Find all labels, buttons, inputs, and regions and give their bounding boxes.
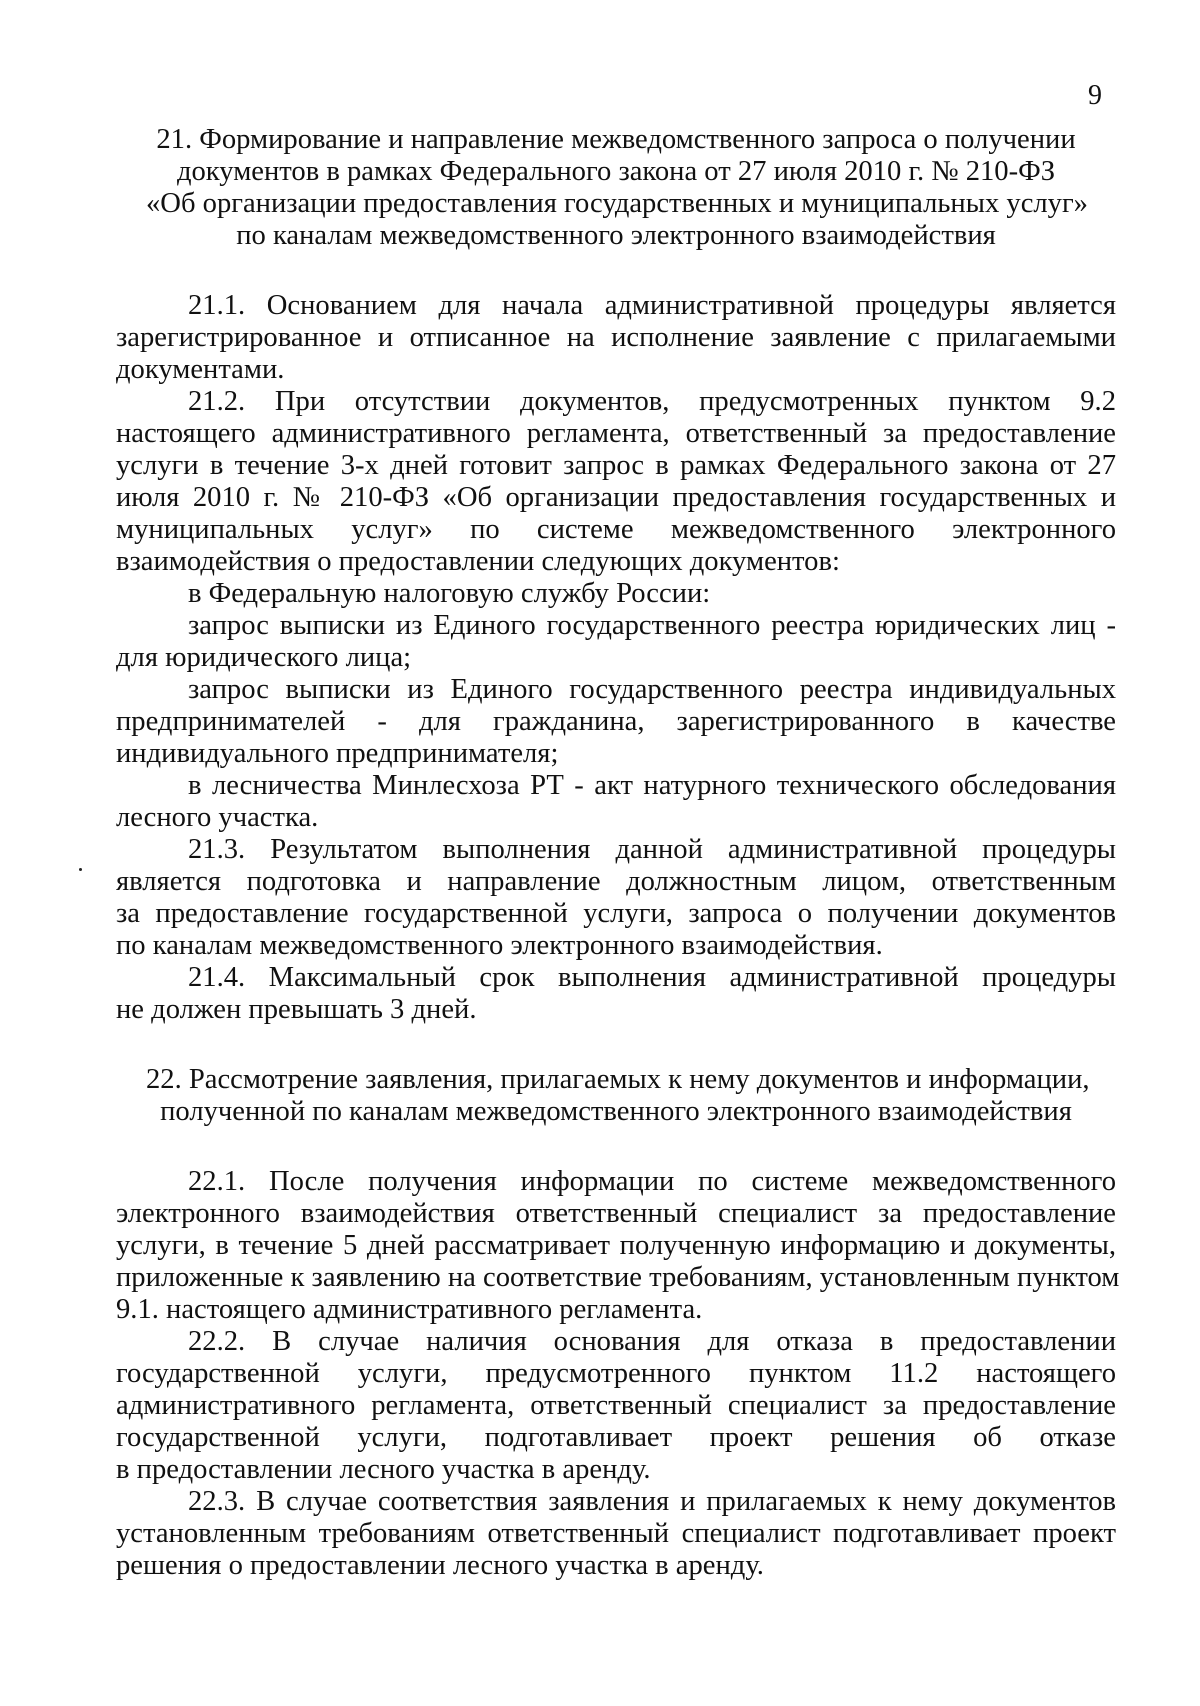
text-line: запрос выписки из Единого государственного реестра индивидуальных [188,674,1116,705]
text-line: муниципальных услуг» по системе межведомственного электронного [116,514,1116,545]
section-22-paragraph [116,1326,1116,1486]
section-21-paragraph [116,962,1116,1026]
document-body [116,124,1120,1582]
text-line: в Федеральную налоговую службу России: [188,578,711,609]
text-line: 9.1. настоящего административного регламента. [116,1294,703,1325]
text-line: услуги, в течение 5 дней рассматривает полученную информацию и документы, [116,1230,1116,1261]
section-22-paragraph [116,1166,1120,1326]
text-line: июля 2010 г. № 210-ФЗ «Об организации предоставления государственных и [116,482,1116,513]
section-21-paragraph [116,290,1116,386]
text-line: настоящего административного регламента, ответственный за предоставление [116,418,1116,449]
text-line: 22.1. После получения информации по системе межведомственного [188,1166,1116,1197]
text-line: в предоставлении лесного участка в аренду. [116,1454,651,1485]
section-21-paragraph [116,386,1116,578]
heading-line: «Об организации предоставления государственных и муниципальных услуг» [146,188,1088,219]
section-22-heading [146,1064,1090,1128]
text-line: лесного участка. [116,802,319,833]
text-line: 22.3. В случае соответствия заявления и прилагаемых к нему документов [188,1486,1116,1517]
text-line: не должен превышать 3 дней. [116,994,477,1025]
section-22-paragraph [116,1486,1116,1582]
section-21-paragraph [116,674,1116,770]
text-line: в лесничества Минлесхоза РТ - акт натурного технического обследования [188,770,1116,801]
section-21-paragraph [116,610,1116,674]
section-21-heading [146,124,1086,252]
section-21-paragraph [116,770,1116,834]
text-line: запрос выписки из Единого государственного реестра юридических лиц - [188,610,1116,641]
text-line: решения о предоставлении лесного участка в аренду. [116,1550,764,1581]
text-line: приложенные к заявлению на соответствие требованиям, установленным пунктом [116,1262,1120,1293]
text-line: 21.3. Результатом выполнения данной административной процедуры [188,834,1116,865]
text-line: является подготовка и направление должностным лицом, ответственным [116,866,1116,897]
text-line: по каналам межведомственного электронного взаимодействия. [116,930,883,961]
page-number: 9 [1088,80,1102,111]
text-line: предпринимателей - для гражданина, зарегистрированного в качестве [116,706,1116,737]
heading-line: полученной по каналам межведомственного электронного взаимодействия [160,1096,1072,1127]
text-line: 21.1. Основанием для начала административной процедуры является [188,290,1116,321]
text-line: для юридического лица; [116,642,412,673]
scan-speck [79,868,82,871]
heading-line: документов в рамках Федерального закона от 27 июля 2010 г. № 210-ФЗ [176,156,1056,187]
heading-line: 21. Формирование и направление межведомственного запроса о получении [156,124,1076,155]
text-line: установленным требованиям ответственный специалист подготавливает проект [116,1518,1116,1549]
heading-line: 22. Рассмотрение заявления, прилагаемых к нему документов и информации, [146,1064,1090,1095]
text-line: индивидуального предпринимателя; [116,738,559,769]
text-line: 22.2. В случае наличия основания для отказа в предоставлении [188,1326,1116,1357]
text-line: за предоставление государственной услуги, запроса о получении документов [116,898,1116,929]
text-line: государственной услуги, предусмотренного пунктом 11.2 настоящего [116,1358,1116,1389]
text-line: зарегистрированное и отписанное на исполнение заявление с прилагаемыми [116,322,1116,353]
text-line: государственной услуги, подготавливает проект решения об отказе [116,1422,1116,1453]
text-line: 21.4. Максимальный срок выполнения административной процедуры [188,962,1116,993]
section-21-paragraph [116,578,1116,610]
text-line: 21.2. При отсутствии документов, предусмотренных пунктом 9.2 [188,386,1116,417]
text-line: услуги в течение 3-х дней готовит запрос в рамках Федерального закона от 27 [116,450,1116,481]
text-line: документами. [116,354,285,385]
text-line: административного регламента, ответственный специалист за предоставление [116,1390,1116,1421]
text-line: взаимодействия о предоставлении следующих документов: [116,546,840,577]
section-21-body [116,290,1116,1026]
section-21-paragraph [116,834,1116,962]
text-line: электронного взаимодействия ответственный специалист за предоставление [116,1198,1116,1229]
heading-line: по каналам межведомственного электронного взаимодействия [236,220,996,251]
section-22-body [116,1166,1120,1582]
